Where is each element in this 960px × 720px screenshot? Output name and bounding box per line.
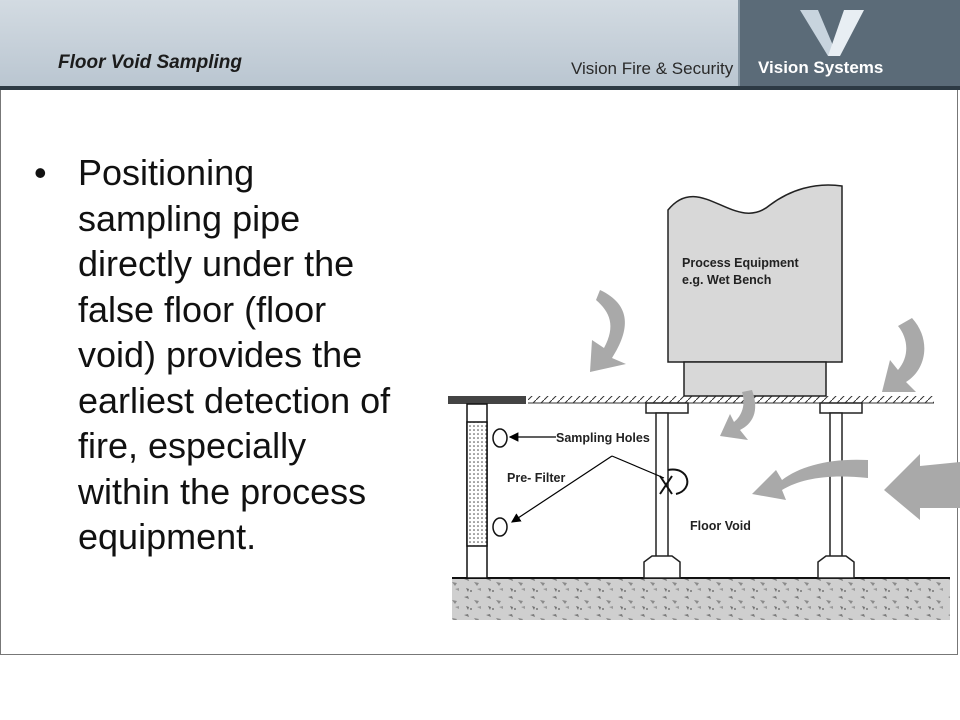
airflow-arrow-icon bbox=[884, 454, 960, 520]
label-pre-filter: Pre- Filter bbox=[507, 471, 566, 485]
leader-line bbox=[512, 456, 612, 522]
equipment-base bbox=[684, 362, 826, 396]
pre-filter-mesh bbox=[467, 422, 487, 546]
pedestal-base bbox=[644, 556, 680, 578]
airflow-arrow-icon bbox=[590, 290, 626, 372]
floor-panel bbox=[448, 396, 526, 404]
concrete-slab bbox=[452, 578, 950, 620]
airflow-arrow-icon bbox=[882, 318, 924, 392]
slide-header bbox=[0, 0, 960, 86]
pedestal-base bbox=[818, 556, 854, 578]
pedestal-cap bbox=[820, 403, 862, 413]
label-floor-void: Floor Void bbox=[690, 519, 751, 533]
sampling-hole-lower bbox=[493, 518, 507, 536]
airflow-arrow-icon bbox=[752, 460, 868, 500]
v-logo-icon bbox=[798, 8, 868, 58]
brand-logo bbox=[740, 0, 960, 86]
label-sampling-holes: Sampling Holes bbox=[556, 431, 650, 445]
label-equipment-example: e.g. Wet Bench bbox=[682, 273, 772, 287]
bullet-dot: • bbox=[34, 152, 47, 193]
floor-void-diagram bbox=[440, 180, 960, 630]
slide-title: Floor Void Sampling bbox=[58, 52, 243, 73]
logo-text: Vision Systems bbox=[758, 58, 884, 77]
label-equipment: Process Equipment bbox=[682, 256, 799, 270]
pedestal-cap bbox=[646, 403, 688, 413]
company-name: Vision Fire & Security bbox=[571, 59, 734, 78]
false-floor-hatch bbox=[528, 396, 934, 403]
bullet-text: Positioning sampling pipe directly under the false floor (floor void) provides the earliest detection of fire, especially within the process equipment. bbox=[78, 152, 391, 557]
sampling-hole-upper bbox=[493, 429, 507, 447]
pedestal-shaft bbox=[830, 413, 842, 558]
